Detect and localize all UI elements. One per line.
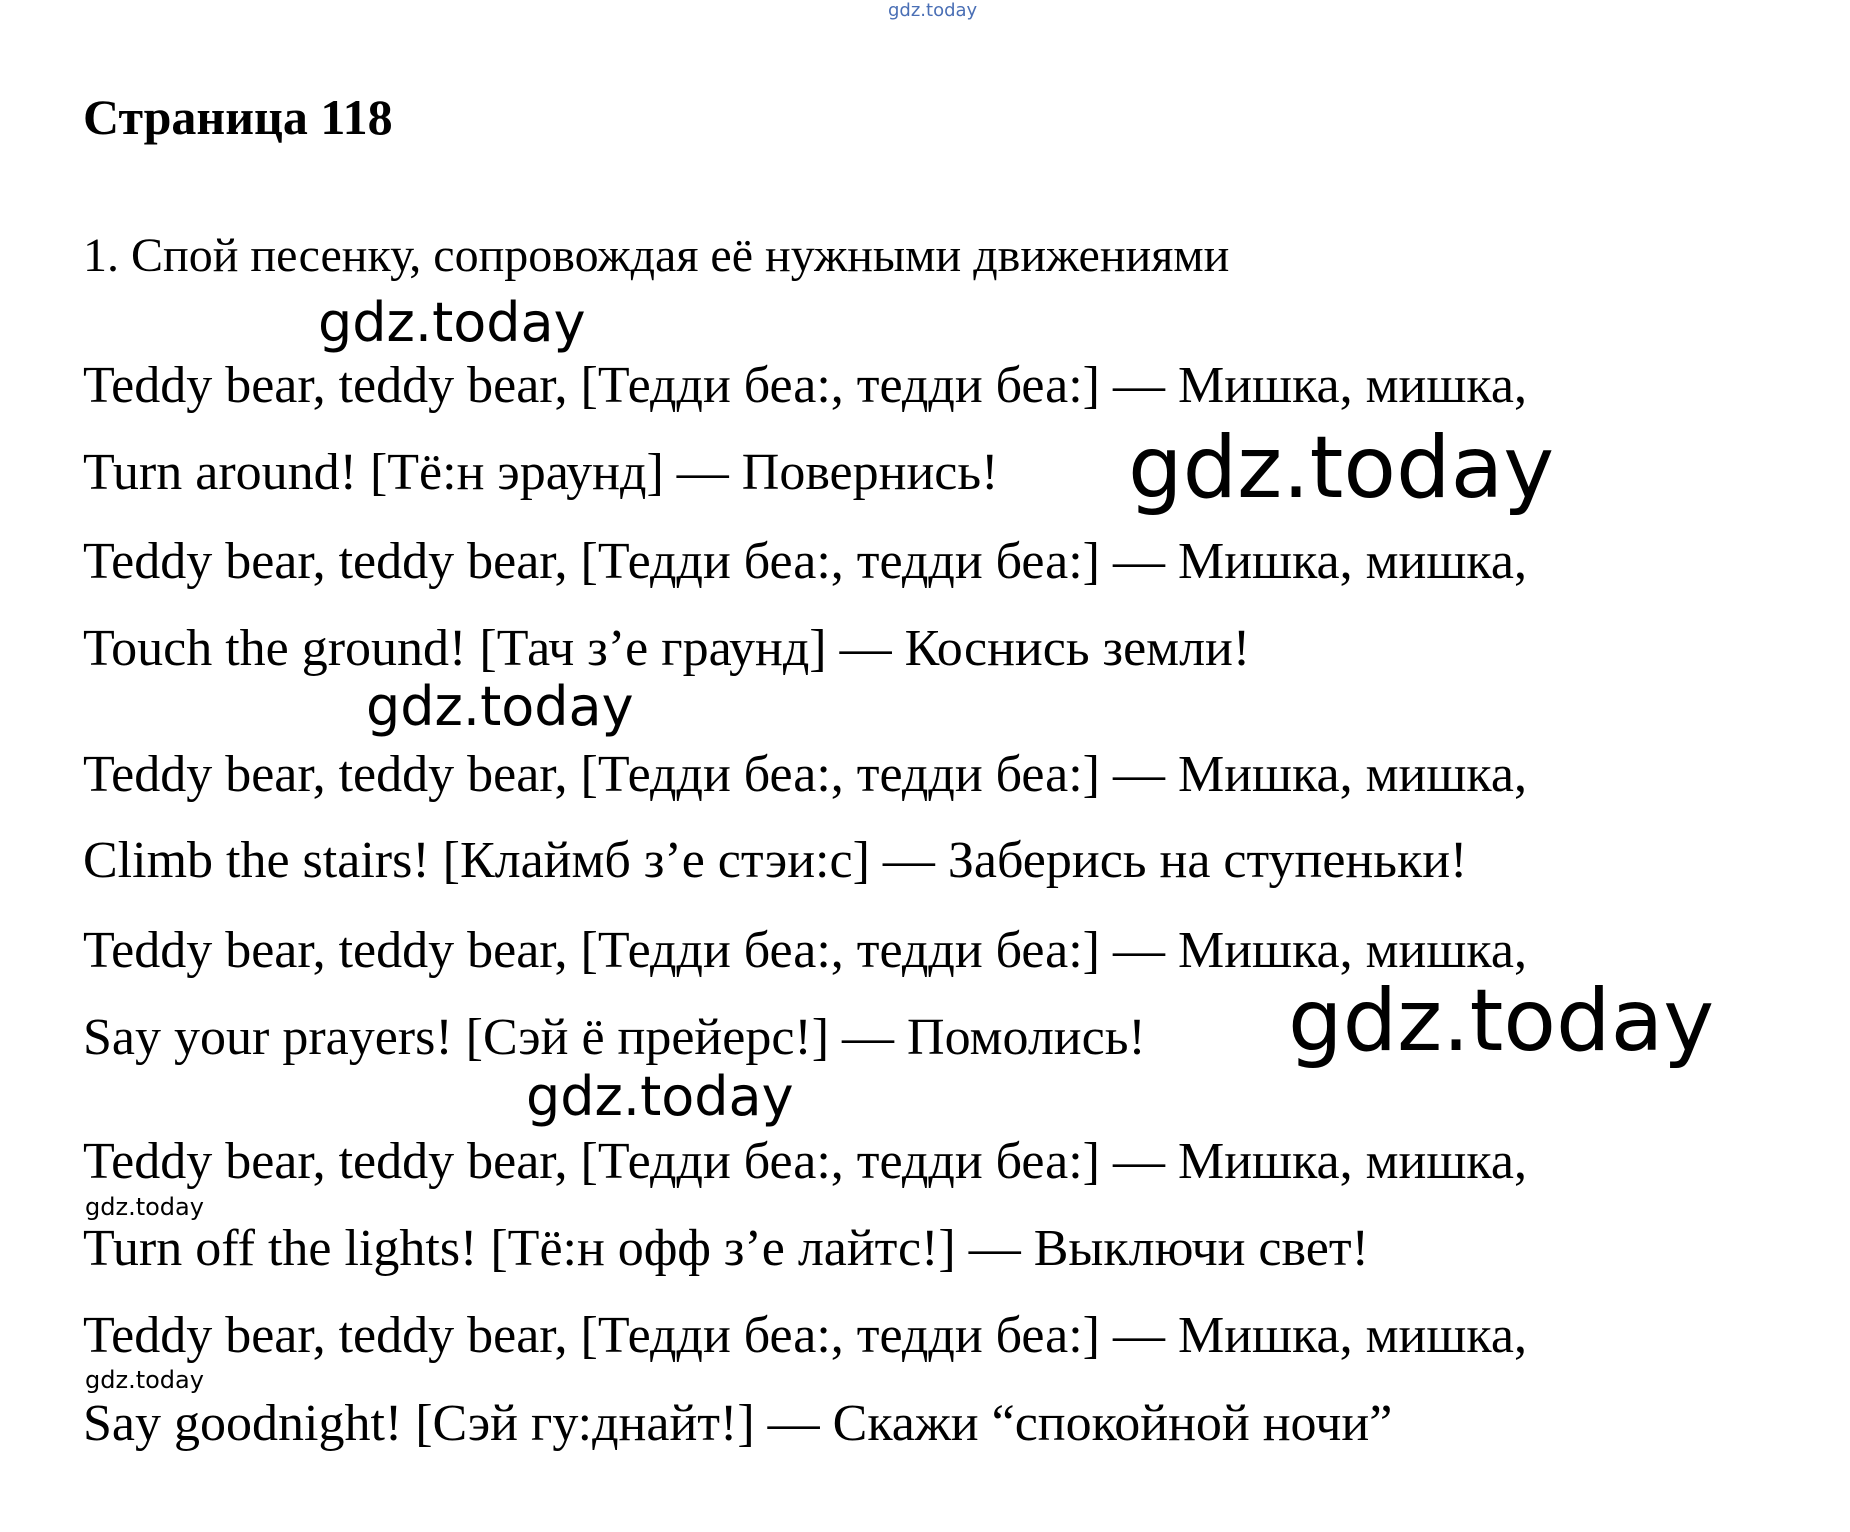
watermark: gdz.today <box>318 291 586 354</box>
song-line: Teddy bear, teddy bear, [Тедди беа:, тедди беа:] — Мишка, мишка, <box>83 746 1527 803</box>
song-line: Touch the ground! [Тач з’е граунд] — Коснись земли! <box>83 620 1251 677</box>
song-line: Climb the stairs! [Клаймб з’е стэи:с] — Заберись на ступеньки! <box>83 832 1468 889</box>
watermark-top: gdz.today <box>888 0 978 21</box>
song-line: Teddy bear, teddy bear, [Тедди беа:, тедди беа:] — Мишка, мишка, <box>83 357 1527 414</box>
watermark: gdz.today <box>85 1193 204 1221</box>
watermark: gdz.today <box>366 675 634 738</box>
watermark: gdz.today <box>1128 418 1555 518</box>
watermark: gdz.today <box>526 1065 794 1128</box>
song-line: Teddy bear, teddy bear, [Тедди беа:, тедди беа:] — Мишка, мишка, <box>83 922 1527 979</box>
song-line: Say goodnight! [Сэй гу:днайт!] — Скажи “спокойной ночи” <box>83 1395 1393 1452</box>
song-line: Teddy bear, teddy bear, [Тедди беа:, тедди беа:] — Мишка, мишка, <box>83 1307 1527 1364</box>
song-line: Turn around! [Тё:н эраунд] — Повернись! <box>83 444 999 501</box>
page-title: Страница 118 <box>83 89 393 145</box>
task-heading: 1. Спой песенку, сопровождая её нужными движениями <box>83 229 1230 282</box>
song-line: Say your prayers! [Сэй ё прейерс!] — Помолись! <box>83 1009 1146 1066</box>
song-line: Teddy bear, teddy bear, [Тедди беа:, тедди беа:] — Мишка, мишка, <box>83 533 1527 590</box>
watermark: gdz.today <box>85 1366 204 1394</box>
watermark: gdz.today <box>1288 971 1715 1071</box>
song-line: Turn off the lights! [Тё:н офф з’е лайтс!] — Выключи свет! <box>83 1220 1369 1277</box>
song-line: Teddy bear, teddy bear, [Тедди беа:, тедди беа:] — Мишка, мишка, <box>83 1133 1527 1190</box>
